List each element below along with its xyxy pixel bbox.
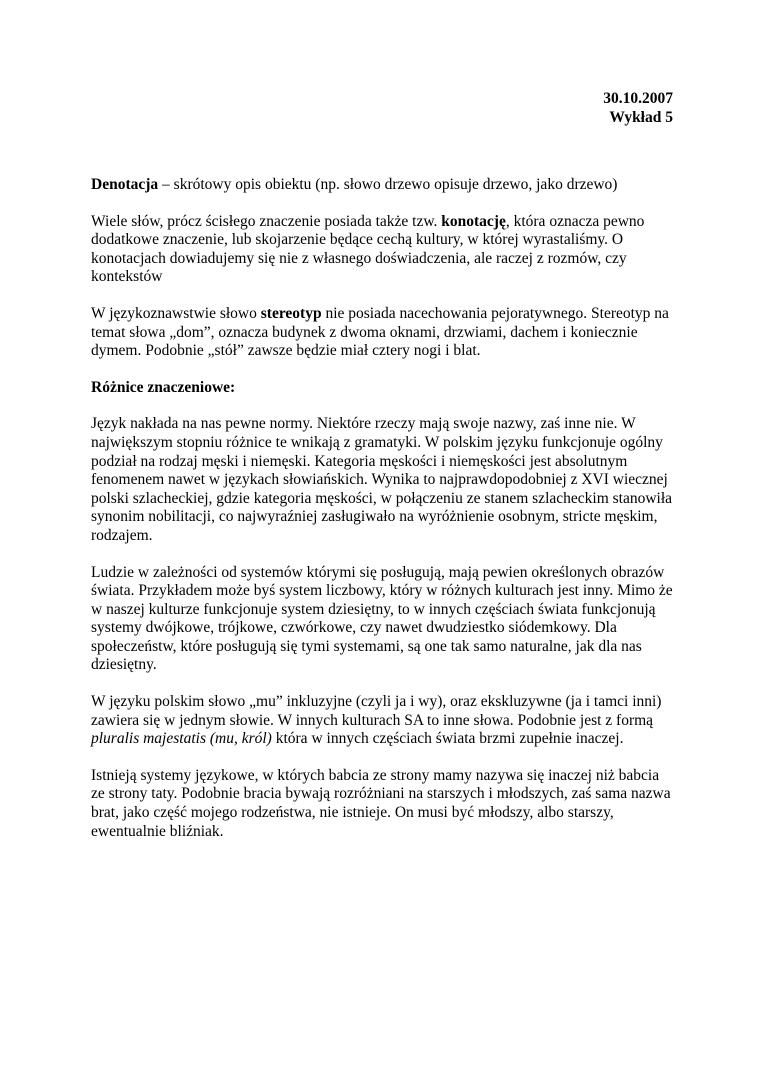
paragraph-text: nie posiada nacechowania pejoratywnego. Stereotyp na temat słowa „dom”, oznacza budynek z dwoma oknami, drzwiami, dachem i koniecznie dymem. Podobnie „stół” zawsze będzie miał cztery nogi i blat. — [91, 304, 669, 360]
lecture-line: Wykład 5 — [609, 109, 673, 126]
document-page — [91, 89, 673, 859]
paragraph-number-systems: Ludzie w zależności od systemów którymi się posługują, mają pewien określonych obrazów świata. Przykładem może byś system liczbowy, który w różnych kulturach jest inny. Mimo że w naszej kulturze funkcjonuje system dziesiętny, to w innych częściach świata funkcjonują systemy dwójkowe, trójkowe, czwórkowe, czy nawet dwudziestko siódemkowy. Dla społeczeństw, które posługują się tymi systemami, są one tak samo naturalne, jak dla nas dziesiętny. — [91, 563, 673, 674]
paragraph-connotation — [91, 213, 673, 287]
paragraph-stereotype — [91, 305, 673, 361]
paragraph-text: która w innych częściach świata brzmi zupełnie inaczej. — [271, 730, 624, 748]
paragraph-denotation — [91, 176, 673, 195]
paragraph-kinship: Istnieją systemy językowe, w których babcia ze strony mamy nazywa się inaczej niż babcia ze strony taty. Podobnie bracia bywają rozróżniani na starszych i młodszych, zaś sama nazwa brat, jako część mojego rodzeństwa, nie istnieje. On musi być młodszy, albo starszy, ewentualnie bliźniak. — [91, 766, 671, 840]
italic-phrase: pluralis majestatis (mu, król) — [91, 730, 272, 748]
document-header — [91, 89, 673, 127]
section-heading: Różnice znaczeniowe: — [91, 378, 236, 396]
term-connotation: konotację — [441, 212, 506, 230]
date-line: 30.10.2007 — [603, 90, 673, 107]
term-denotation: Denotacja — [91, 176, 159, 193]
paragraph-text: Wiele słów, prócz ścisłego znaczenie posiada także tzw. — [91, 212, 442, 230]
paragraph-grammar: Język nakłada na nas pewne normy. Niektóre rzeczy mają swoje nazwy, zaś inne nie. W największym stopniu różnice te wnikają z gramatyki. W polskim języku funkcjonuje ogólny podział na rodzaj męski i niemęski. Kategoria męskości i niemęskości jest absolutnym fenomenem nawet w językach słowiańskich. Wynika to najprawdopodobniej z XVI wiecznej polski szlacheckiej, gdzie kategoria męskości, w połączeniu ze stanem szlacheckim stanowiła synonim nobilitacji, co najwyraźniej zasługiwało na wyróżnienie osobnym, stricte męskim, rodzajem. — [91, 415, 673, 544]
term-stereotype: stereotyp — [260, 304, 322, 322]
paragraph-text: W języku polskim słowo „mu” inkluzyjne (czyli ja i wy), oraz ekskluzywne (ja i tamci inni) zawiera się w jednym słowie. W innych kulturach SA to inne słowa. Podobnie jest z formą — [91, 693, 662, 729]
paragraph-pronouns — [91, 693, 673, 749]
paragraph-text: , która oznacza pewno dodatkowe znaczenie, lub skojarzenie będące cechą kultury, w której wyrastaliśmy. O konotacjach dowiadujemy się nie z własnego doświadczenia, ale raczej z rozmów, czy kontekstów — [91, 212, 645, 286]
paragraph-text: W językoznawstwie słowo — [91, 304, 261, 322]
paragraph-text: – skrótowy opis obiektu (np. słowo drzewo opisuje drzewo, jako drzewo) — [158, 176, 618, 193]
